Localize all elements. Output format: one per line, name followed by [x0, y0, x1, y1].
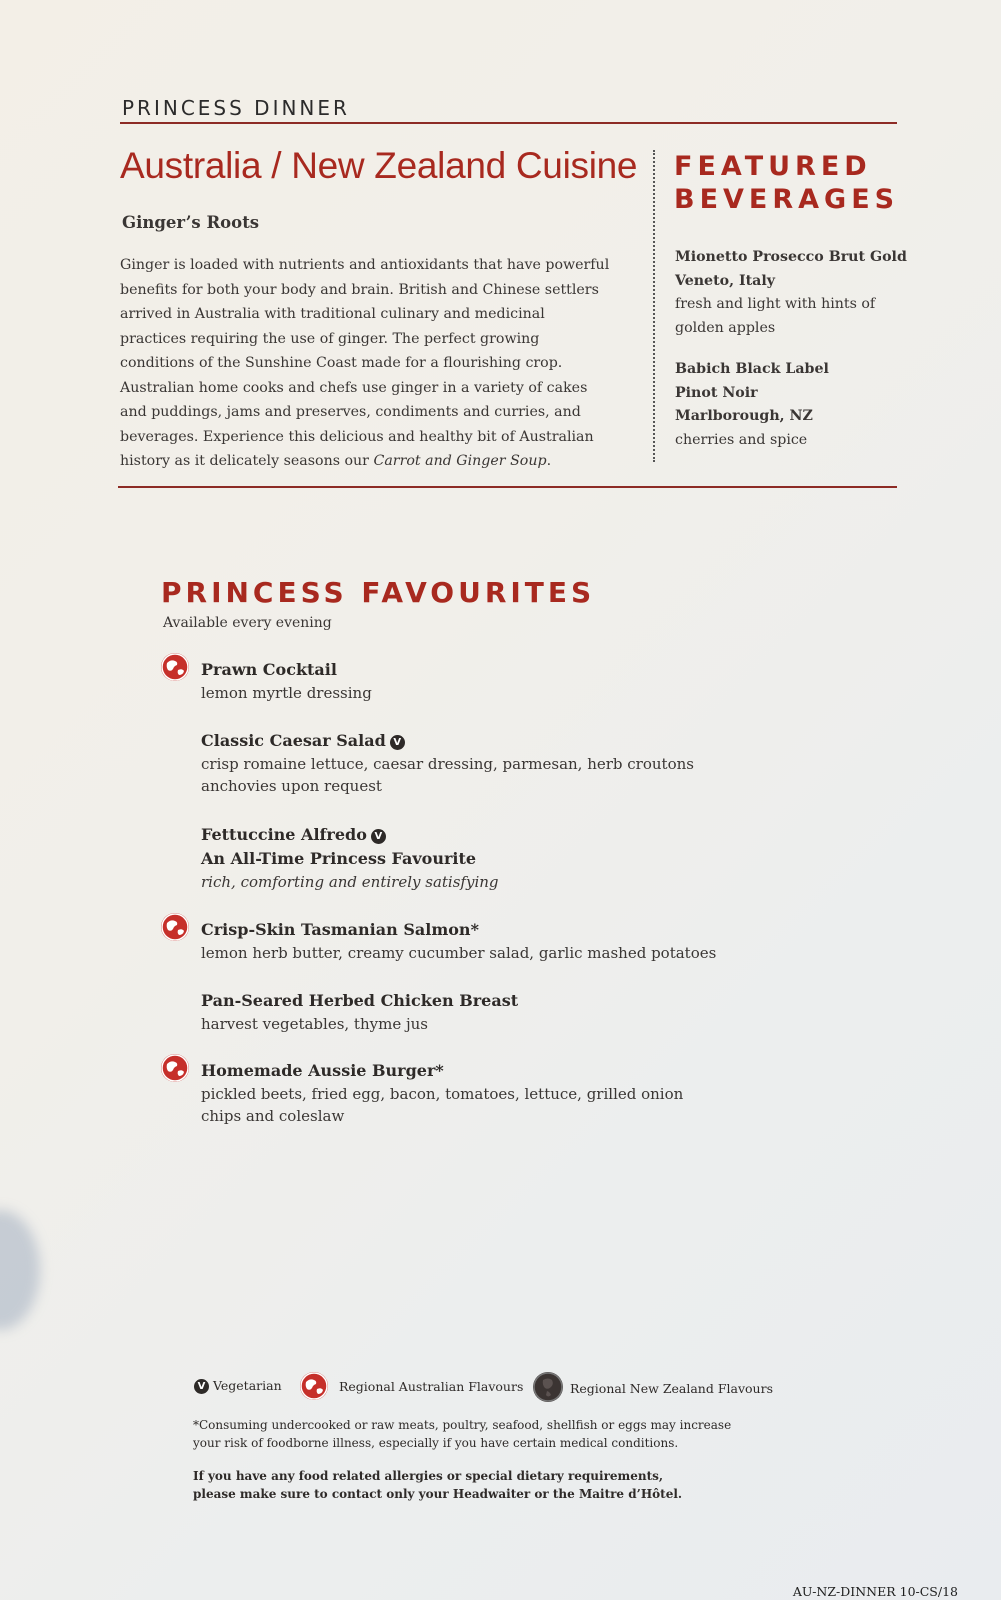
australia-globe-icon	[161, 913, 189, 941]
intro-line: and puddings, jams and preserves, condiments and curries, and	[120, 404, 581, 420]
dish-name: Homemade Aussie Burger*	[201, 1061, 444, 1080]
favourites-subheading: Available every evening	[163, 615, 332, 631]
top-rule	[120, 122, 897, 124]
dish-description: lemon myrtle dressing	[201, 684, 372, 702]
dish-name-row	[201, 823, 761, 847]
beverage-note: golden apples	[675, 319, 776, 336]
menu-item	[201, 1059, 761, 1127]
dish-description: lemon herb butter, creamy cucumber salad, garlic mashed potatoes	[201, 944, 717, 962]
dish-name: Fettuccine Alfredo	[201, 825, 367, 844]
dish-description: anchovies upon request	[201, 777, 382, 795]
dish-description: chips and coleslaw	[201, 1107, 345, 1125]
menu-item	[201, 918, 761, 964]
dish-tagline: An All-Time Princess Favourite	[201, 849, 477, 868]
favourites-heading: PRINCESS FAVOURITES	[161, 576, 596, 609]
vegetarian-icon: V	[390, 735, 405, 750]
intro-line: conditions of the Sunshine Coast made for a flourishing crop.	[120, 355, 563, 371]
legend-new-zealand: Regional New Zealand Flavours	[570, 1381, 773, 1396]
menu-item	[201, 989, 761, 1035]
dish-name: Crisp-Skin Tasmanian Salmon*	[201, 920, 479, 939]
intro-line-last: history as it delicately seasons our Carrot and Ginger Soup.	[120, 453, 552, 469]
legend-australian: Regional Australian Flavours	[339, 1379, 524, 1394]
australia-globe-icon	[300, 1372, 328, 1400]
intro-line: Ginger is loaded with nutrients and antioxidants that have powerful	[120, 257, 610, 273]
beverage-origin: Veneto, Italy	[675, 272, 775, 289]
dish-description: harvest vegetables, thyme jus	[201, 1015, 428, 1033]
dish-description: crisp romaine lettuce, caesar dressing, parmesan, herb croutons	[201, 755, 694, 773]
beverage-note: fresh and light with hints of	[675, 296, 876, 312]
bottom-rule	[118, 486, 897, 488]
beverage-name: Mionetto Prosecco Brut Gold	[675, 249, 907, 265]
intro-line: beverages. Experience this delicious and healthy bit of Australian	[120, 428, 594, 445]
dish-name-row	[201, 729, 761, 753]
intro-line: practices requiring the use of ginger. The perfect growing	[120, 330, 540, 347]
intro-paragraph	[120, 253, 640, 474]
dish-name: Classic Caesar Salad	[201, 731, 386, 750]
dish-description: rich, comforting and entirely satisfying	[201, 873, 499, 891]
beverage-name: Babich Black Label	[675, 361, 829, 377]
beverage-item	[675, 246, 907, 340]
section-subtitle: Ginger’s Roots	[122, 213, 260, 232]
legend-vegetarian: V Vegetarian	[194, 1378, 282, 1394]
photo-shadow	[0, 1210, 40, 1330]
australia-globe-icon	[161, 653, 189, 681]
new-zealand-globe-icon	[533, 1372, 563, 1402]
cuisine-title: Australia / New Zealand Cuisine	[120, 145, 638, 186]
dish-name: Prawn Cocktail	[201, 660, 337, 679]
beverages-heading: FEATURED BEVERAGES	[674, 151, 900, 215]
australia-globe-icon	[161, 1054, 189, 1082]
dish-description: pickled beets, fried egg, bacon, tomatoes, lettuce, grilled onion	[201, 1085, 684, 1103]
vegetarian-icon: V	[194, 1379, 209, 1394]
menu-code: AU-NZ-DINNER 10-CS/18	[792, 1584, 958, 1599]
beverage-item	[675, 358, 829, 452]
intro-line: benefits for both your body and brain. British and Chinese settlers	[120, 281, 599, 298]
allergy-notice: If you have any food related allergies or special dietary requirements, please make sure to contact only your Headwaiter or the Maitre d’Hôtel.	[193, 1469, 683, 1501]
intro-line: arrived in Australia with traditional culinary and medicinal	[120, 306, 545, 322]
disclaimer: *Consuming undercooked or raw meats, poultry, seafood, shellfish or eggs may increase your risk of foodborne illness, especially if you have certain medical conditions.	[193, 1418, 732, 1450]
menu-kicker: PRINCESS DINNER	[122, 96, 350, 120]
dish-name: Pan-Seared Herbed Chicken Breast	[201, 991, 519, 1010]
column-divider	[653, 150, 655, 462]
beverage-origin: Marlborough, NZ	[675, 408, 813, 424]
menu-item	[201, 823, 761, 893]
soup-name: Carrot and Ginger Soup	[373, 453, 547, 469]
menu-item	[201, 658, 761, 704]
beverage-note: cherries and spice	[675, 431, 808, 448]
beverage-variety: Pinot Noir	[675, 384, 758, 401]
intro-line: Australian home cooks and chefs use ginger in a variety of cakes	[120, 379, 588, 396]
menu-item	[201, 729, 761, 797]
vegetarian-icon: V	[371, 829, 386, 844]
